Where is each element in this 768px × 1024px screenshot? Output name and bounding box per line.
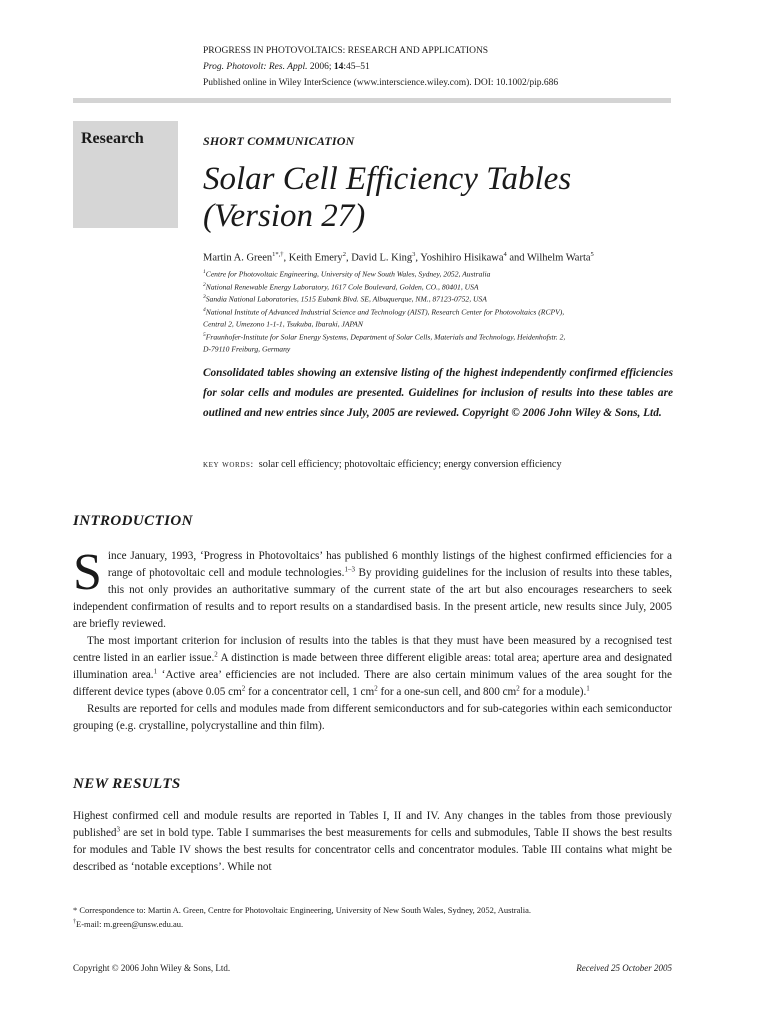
affiliation-list bbox=[203, 267, 683, 355]
author-name: Wilhelm Warta bbox=[526, 252, 591, 264]
abstract: Consolidated tables showing an extensive listing of the highest independently confirmed efficiencies for solar cells and modules are presented. Guidelines for inclusion of results into these tables are outlined and new entries since July, 2005 are reviewed. Copyright © 2006 John Wiley & Sons, Ltd. bbox=[203, 367, 673, 419]
text-run: for a one-sun cell, and 800 cm bbox=[377, 686, 517, 698]
title-line-2: (Version 27) bbox=[203, 198, 366, 234]
affiliation-item bbox=[203, 280, 683, 293]
footer-received-date: Received 25 October 2005 bbox=[576, 963, 672, 973]
affiliation-mark: 5 bbox=[203, 331, 206, 338]
drop-cap: S bbox=[73, 544, 102, 601]
keywords bbox=[203, 459, 678, 470]
journal-citation bbox=[203, 59, 673, 75]
section-type: SHORT COMMUNICATION bbox=[203, 134, 355, 148]
journal-published-line: Published online in Wiley InterScience (www.interscience.wiley.com). DOI: 10.1002/pip.686 bbox=[203, 78, 559, 88]
journal-header bbox=[203, 43, 673, 91]
email-text: E-mail: m.green@unsw.edu.au. bbox=[76, 918, 184, 929]
article-title bbox=[203, 161, 673, 235]
author-separator: , bbox=[415, 252, 421, 264]
affiliation-text: National Institute of Advanced Industrial Science and Technology (AIST), Research Center for Photovoltaics (RCPV), bbox=[205, 307, 565, 317]
affiliation-text: National Renewable Energy Laboratory, 1617 Cole Boulevard, Golden, CO., 80401, USA bbox=[205, 282, 479, 292]
text-run: for a module). bbox=[519, 686, 587, 698]
author-list bbox=[203, 251, 678, 264]
text-run: By providing guidelines for the inclusion of results into these tables, this not only provides an authoritative summary of the current state of the art but also encourages researchers to seek independent confirmation of results and to report results on a standardised basis. In the present article, new results since July, 2005 are briefly reviewed. bbox=[73, 567, 672, 630]
email-note bbox=[73, 916, 673, 930]
author-name: Keith Emery bbox=[288, 252, 343, 264]
author-separator: , bbox=[345, 252, 352, 264]
journal-volume: 14 bbox=[333, 62, 344, 72]
correspondence-note: * Correspondence to: Martin A. Green, Centre for Photovoltaic Engineering, University of New South Wales, Sydney, 2052, Australia. bbox=[73, 905, 531, 915]
journal-abbrev: Prog. Photovolt: Res. Appl. bbox=[203, 62, 308, 72]
intro-paragraph-2 bbox=[73, 633, 672, 701]
superscript: 2 bbox=[241, 684, 246, 693]
affiliation-text: D-79110 Freiburg, Germany bbox=[203, 344, 291, 354]
text-run: The most important criterion for inclusion of results into the tables is that they must have been measured by a recognised test centre listed in an earlier issue. bbox=[73, 635, 672, 664]
superscript: 2 bbox=[374, 684, 378, 693]
citation-ref: 1–3 bbox=[344, 565, 355, 574]
text-run: ‘Active area’ efficiencies are not included. There are also certain minimum values of the area sought for the different device types (above 0.05 cm bbox=[73, 669, 672, 698]
superscript: 2 bbox=[516, 684, 520, 693]
journal-pages: :45–51 bbox=[343, 62, 370, 72]
affiliation-item bbox=[203, 305, 683, 318]
author-name: David L. King bbox=[351, 252, 413, 264]
affiliation-mark: 1 bbox=[203, 269, 206, 275]
author-separator: , bbox=[283, 252, 289, 264]
affiliation-item bbox=[203, 317, 683, 330]
footnotes bbox=[73, 904, 673, 930]
affiliation-mark: 4 bbox=[203, 306, 206, 313]
new-results-heading: NEW RESULTS bbox=[73, 776, 181, 792]
author-affiliation-mark: 1*,† bbox=[272, 251, 284, 258]
affiliation-item bbox=[203, 267, 683, 280]
keywords-label: key words: bbox=[203, 460, 254, 470]
text-run: are set in bold type. Table I summarises the best measurements for cells and submodules, Table II shows the best results for modules and Table IV shows the best results for concentrator cells and concentrator modules. Table III contains what might be described as ‘notable exceptions’. While not bbox=[73, 827, 672, 873]
citation-ref: 1 bbox=[153, 667, 158, 676]
affiliation-text: Fraunhofer-Institute for Solar Energy Systems, Department of Solar Cells, Materials and Technology, Heidenhofstr. 2, bbox=[205, 332, 566, 342]
footer-copyright: Copyright © 2006 John Wiley & Sons, Ltd. bbox=[73, 963, 231, 973]
citation-ref: 3 bbox=[116, 825, 121, 834]
new-results-paragraph-1 bbox=[73, 808, 672, 876]
text-run: Highest confirmed cell and module results are reported in Tables I, II and IV. Any changes in the tables from those previously published bbox=[73, 810, 672, 839]
journal-name: PROGRESS IN PHOTOVOLTAICS: RESEARCH AND APPLICATIONS bbox=[203, 46, 489, 56]
intro-paragraph-1 bbox=[73, 544, 672, 633]
intro-heading: INTRODUCTION bbox=[73, 513, 193, 529]
affiliation-mark: 2 bbox=[203, 281, 206, 288]
intro-paragraph-3: Results are reported for cells and modules made from different semiconductors and for sub-categories within each semiconductor grouping (e.g. crystalline, polycrystalline and thin film). bbox=[73, 703, 672, 732]
author-separator: and bbox=[506, 252, 527, 264]
keywords-text: solar cell efficiency; photovoltaic efficiency; energy conversion efficiency bbox=[258, 459, 562, 470]
affiliation-item bbox=[203, 292, 683, 305]
author-affiliation-mark: 2 bbox=[342, 251, 346, 258]
journal-year: 2006; bbox=[309, 62, 332, 72]
affiliation-mark: 3 bbox=[203, 294, 206, 301]
text-run: for a concentrator cell, 1 cm bbox=[245, 686, 375, 698]
category-label: Research bbox=[81, 130, 144, 147]
author-name: Martin A. Green bbox=[203, 252, 273, 264]
text-run: A distinction is made between three different eligible areas: total area; aperture area and designated illumination area. bbox=[73, 652, 673, 681]
author-affiliation-mark: 3 bbox=[412, 251, 416, 258]
affiliation-text: Centre for Photovoltaic Engineering, University of New South Wales, Sydney, 2052, Australia bbox=[205, 269, 491, 279]
author-affiliation-mark: 4 bbox=[503, 251, 507, 258]
author-affiliation-mark: 5 bbox=[590, 251, 594, 258]
citation-ref: 2 bbox=[214, 650, 218, 659]
footnote-mark: † bbox=[73, 919, 76, 925]
intro-body bbox=[73, 544, 673, 735]
affiliation-item bbox=[203, 342, 683, 355]
author-name: Yoshihiro Hisikawa bbox=[420, 252, 504, 264]
affiliation-text: Central 2, Umezono 1-1-1, Tsukuba, Ibaraki, JAPAN bbox=[203, 319, 363, 329]
affiliation-item bbox=[203, 330, 683, 343]
affiliation-text: Sandia National Laboratories, 1515 Eubank Blvd. SE, Albuquerque, NM., 87123-0752, USA bbox=[205, 294, 487, 304]
citation-ref: 1 bbox=[586, 684, 590, 693]
text-run: ince January, 1993, ‘Progress in Photovoltaics’ has published 6 monthly listings of the highest confirmed efficiencies for a range of photovoltaic cell and module technologies. bbox=[107, 550, 672, 579]
new-results-body bbox=[73, 808, 672, 876]
header-divider bbox=[73, 98, 671, 103]
title-line-1: Solar Cell Efficiency Tables bbox=[203, 161, 572, 197]
